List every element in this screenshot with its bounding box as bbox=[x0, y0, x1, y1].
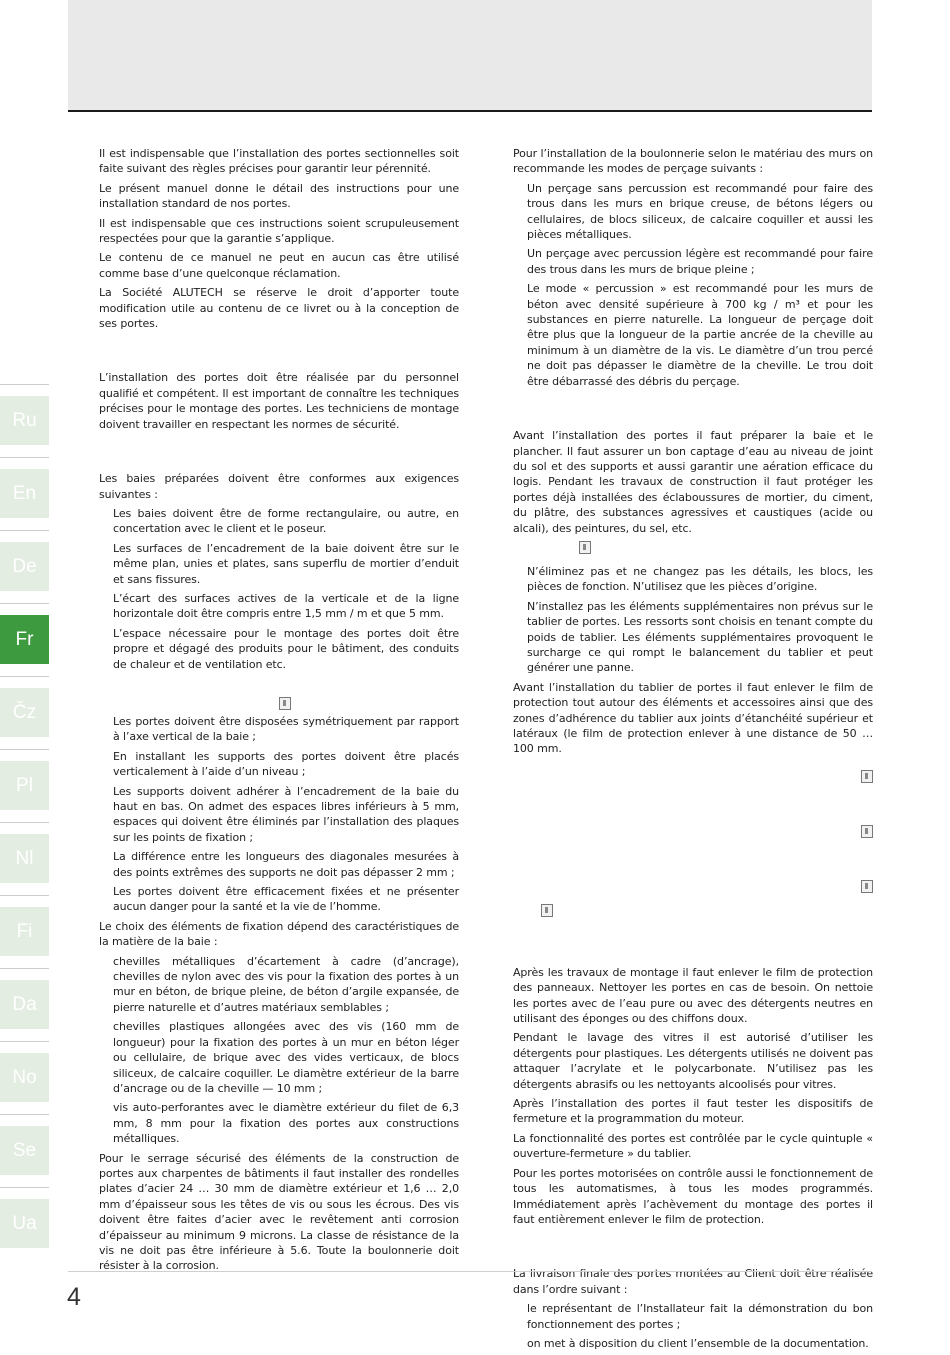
paragraph: Pendant le lavage des vitres il est autorisé d’utiliser les détergents pour plastiques. Les détergents utilisés ne doivent pas attaquer l’acrylate et le polycarbonate. N’utilisez pas les détergents abrasifs ou les nettoyants alcoolisés pour vitres. bbox=[513, 1031, 873, 1091]
paragraph: Pour les portes motorisées on contrôle aussi le fonctionnement de tous les automatismes, à tous les modes programmés. Immédiatement après l’achèvement du montage des portes il faut entièrement enlever le film de protection. bbox=[513, 1166, 873, 1226]
lang-tab-fr[interactable]: Fr bbox=[0, 615, 49, 664]
paragraph: Il est indispensable que ces instructions soient scrupuleusement respectées pour que la garantie s’applique. bbox=[99, 216, 459, 246]
list-item: chevilles métalliques d’écartement à cadre (d’ancrage), chevilles de nylon avec des vis pour la fixation des portes à un mur en béton, de brique pleine, de béton d’argile expansée, de pierre naturelle et d’autres matériaux semblables ; bbox=[113, 954, 459, 1014]
lang-tab-fi[interactable]: Fi bbox=[0, 907, 49, 956]
paragraph: Les baies préparées doivent être conformes aux exigences suivantes : bbox=[99, 472, 459, 501]
list-item: chevilles plastiques allongées avec des vis (160 mm de longueur) pour la fixation des portes à un mur en béton léger ou cellulaire, de brique avec des vides verticaux, de blocs siliceux, de calcaire coquiller. Le diamètre extérieur de la barre d’ancrage ou de la cheville — 10 mm ; bbox=[113, 1020, 459, 1095]
icon-row bbox=[513, 769, 873, 824]
icon-row bbox=[99, 696, 459, 714]
list-item: Le mode « percussion » est recommandé pour les murs de béton avec densité supérieure à 700 kg / m³ et pour les substances en pierre naturelle. La longueur de perçage doit être plus que la longueur de la partie ancrée de la cheville au minimum à un diamètre de la vis. Le diamètre d’un trou percé ne doit pas dépasser le diamètre de la cheville. Le trou doit être débarrassé des débris du perçage. bbox=[527, 282, 873, 388]
lang-tab-pl[interactable]: Pl bbox=[0, 761, 49, 810]
list-item: Les portes doivent être efficacement fixées et ne présenter aucun danger pour la santé et la vie de l’homme. bbox=[113, 885, 459, 914]
list-item: Les portes doivent être disposées symétriquement par rapport à l’axe vertical de la baie ; bbox=[113, 714, 459, 744]
lang-tab-en[interactable]: En bbox=[0, 469, 49, 518]
list-item: L’espace nécessaire pour le montage des portes doit être propre et dégagé des produits pour le bâtiment, des conduits de chaleur et de ventilation etc. bbox=[113, 626, 459, 671]
paragraph: Avant l’installation du tablier de portes il faut enlever le film de protection tout autour des éléments et accessoires ainsi que des zones d’adhérence du tablier aux joints d’étanchéité supérieur et latéraux (le film de protection enlever à une distance de 50 … 100 mm. bbox=[513, 680, 873, 756]
section-gap bbox=[513, 1231, 873, 1266]
section-gap bbox=[99, 436, 459, 471]
lang-tab-ru[interactable]: Ru bbox=[0, 396, 49, 445]
left-column bbox=[99, 146, 459, 1278]
list-item: Les baies doivent être de forme rectangulaire, ou autre, en concertation avec le client et le poseur. bbox=[113, 506, 459, 536]
paragraph: Le choix des éléments de fixation dépend des caractéristiques de la matière de la baie : bbox=[99, 919, 459, 949]
icon-row bbox=[513, 879, 873, 903]
list-item: on met à disposition du client l’ensemble de la documentation. bbox=[527, 1336, 869, 1350]
paragraph: Pour le serrage sécurisé des éléments de la construction de portes aux charpentes de bâtiments il faut installer des rondelles plates d’acier 24 … 30 mm de diamètre extérieur et 1,6 … 2,0 mm d’épaisseur sous les têtes de vis ou sous les écrous. Des vis doivent être faites d’acier avec le revêtement anti corrosion d’épaisseur au minimum 9 microns. La classe de résistance de la vis ne doit pas être inférieure à 5.6. Toute la boulonnerie doit résister à la corrosion. bbox=[99, 1151, 459, 1273]
paragraph: La Société ALUTECH se réserve le droit d’apporter toute modification utile au contenu de ce livret ou à la conception de ses portes. bbox=[99, 286, 459, 331]
figure-reference-icon bbox=[861, 825, 873, 838]
list-item: vis auto-perforantes avec le diamètre extérieur du filet de 6,3 mm, 8 mm pour la fixation des portes aux constructions métalliques. bbox=[113, 1101, 459, 1146]
lang-tab-nl[interactable]: Nl bbox=[0, 834, 49, 883]
page-number: 4 bbox=[67, 1283, 81, 1311]
icon-row bbox=[513, 903, 873, 965]
right-column bbox=[513, 146, 873, 1355]
list-item: Un perçage sans percussion est recommandé pour faire des trous dans les murs en brique creuse, de bétons légers ou cellulaires, de blocs siliceux, de calcaire coquiller et aussi les pièces métalliques. bbox=[527, 181, 873, 242]
paragraph: La fonctionnalité des portes est contrôlée par le cycle quintuple « ouverture-fermeture » du tablier. bbox=[513, 1131, 873, 1161]
paragraph: Avant l’installation des portes il faut préparer la baie et le plancher. Il faut assurer un bon captage d’eau au niveau de joint du sol et des supports et aussi garantir une aération efficace du logis. Pendant les travaux de construction il faut protéger les portes déjà installées des éclaboussures de mortier, du ciment, du plâtre, des substances agressives et caustiques (acide ou alcali), des peintures, du sel, etc. bbox=[513, 429, 873, 535]
figure-reference-icon bbox=[861, 880, 873, 893]
section-gap bbox=[513, 393, 873, 428]
lang-tab-cz[interactable]: Čz bbox=[0, 688, 49, 737]
lang-tab-de[interactable]: De bbox=[0, 542, 49, 591]
lang-tab-no[interactable]: No bbox=[0, 1053, 49, 1102]
paragraph: Pour l’installation de la boulonnerie selon le matériau des murs on recommande les modes de perçage suivants : bbox=[513, 147, 873, 176]
icon-row bbox=[513, 540, 873, 564]
paragraph: Le présent manuel donne le détail des instructions pour une installation standard de nos portes. bbox=[99, 181, 459, 211]
list-item: L’écart des surfaces actives de la verticale et de la ligne horizontale doit être compris entre 1,5 mm / m et que 5 mm. bbox=[113, 591, 459, 621]
section-gap bbox=[99, 335, 459, 370]
figure-reference-icon bbox=[541, 904, 553, 917]
footer-rule bbox=[68, 1271, 872, 1272]
lang-tab-se[interactable]: Se bbox=[0, 1126, 49, 1175]
paragraph: Après l’installation des portes il faut tester les dispositifs de fermeture et la programmation du moteur. bbox=[513, 1097, 873, 1126]
figure-reference-icon bbox=[861, 770, 873, 783]
language-tabs bbox=[0, 396, 49, 1272]
figure-reference-icon bbox=[279, 697, 291, 710]
paragraph: Il est indispensable que l’installation des portes sectionnelles soit faite suivant des règles précises pour garantir leur pérennité. bbox=[99, 147, 459, 176]
list-item: Les surfaces de l’encadrement de la baie doivent être sur le même plan, unies et plates, sans superflu de mortier d’enduit et sans fissures. bbox=[113, 541, 459, 586]
list-item: Un perçage avec percussion légère est recommandé pour faire des trous dans les murs de brique pleine ; bbox=[527, 247, 873, 276]
header-band bbox=[68, 0, 872, 112]
list-item: N’éliminez pas et ne changez pas les détails, les blocs, les pièces de fonction. N’utilisez que les pièces d’origine. bbox=[527, 564, 873, 594]
list-item: La différence entre les longueurs des diagonales mesurées à des points extrêmes des supports ne doit pas dépasser 2 mm ; bbox=[113, 850, 459, 879]
list-item: N’installez pas les éléments supplémentaires non prévus sur le tablier de portes. Les ressorts sont choisis en tenant compte du poids de tablier. Les éléments supplémentaires provoquent le surcharge ce qui rompt le balancement du tablier et peut générer une panne. bbox=[527, 599, 873, 675]
paragraph: La livraison finale des portes montées au Client doit être réalisée dans l’ordre suivant : bbox=[513, 1267, 873, 1296]
list-item: le représentant de l’Installateur fait la démonstration du bon fonctionnement des portes ; bbox=[527, 1302, 873, 1331]
list-item: Les supports doivent adhérer à l’encadrement de la baie du haut en bas. On admet des espaces libres inférieurs à 5 mm, espaces qui doivent être éliminés par l’installation des plaques sur les points de fixation ; bbox=[113, 784, 459, 844]
icon-row bbox=[513, 824, 873, 879]
paragraph: Le contenu de ce manuel ne peut en aucun cas être utilisé comme base d’une quelconque réclamation. bbox=[99, 251, 459, 280]
section-gap bbox=[99, 676, 459, 696]
lang-tab-da[interactable]: Da bbox=[0, 980, 49, 1029]
paragraph: Après les travaux de montage il faut enlever le film de protection des panneaux. Nettoyer les portes en cas de besoin. On nettoie les portes avec de l’eau pure ou avec des détergents neutres en utilisant des éponges ou des chiffons doux. bbox=[513, 965, 873, 1026]
paragraph: L’installation des portes doit être réalisée par du personnel qualifié et compétent. Il est important de connaître les techniques précises pour le montage des portes. Les techniciens de montage doivent travailler en respectant les normes de sécurité. bbox=[99, 371, 459, 431]
lang-tab-ua[interactable]: Ua bbox=[0, 1199, 49, 1248]
list-item: En installant les supports des portes doivent être placés verticalement à l’aide d’un niveau ; bbox=[113, 749, 459, 779]
figure-reference-icon bbox=[579, 541, 591, 554]
